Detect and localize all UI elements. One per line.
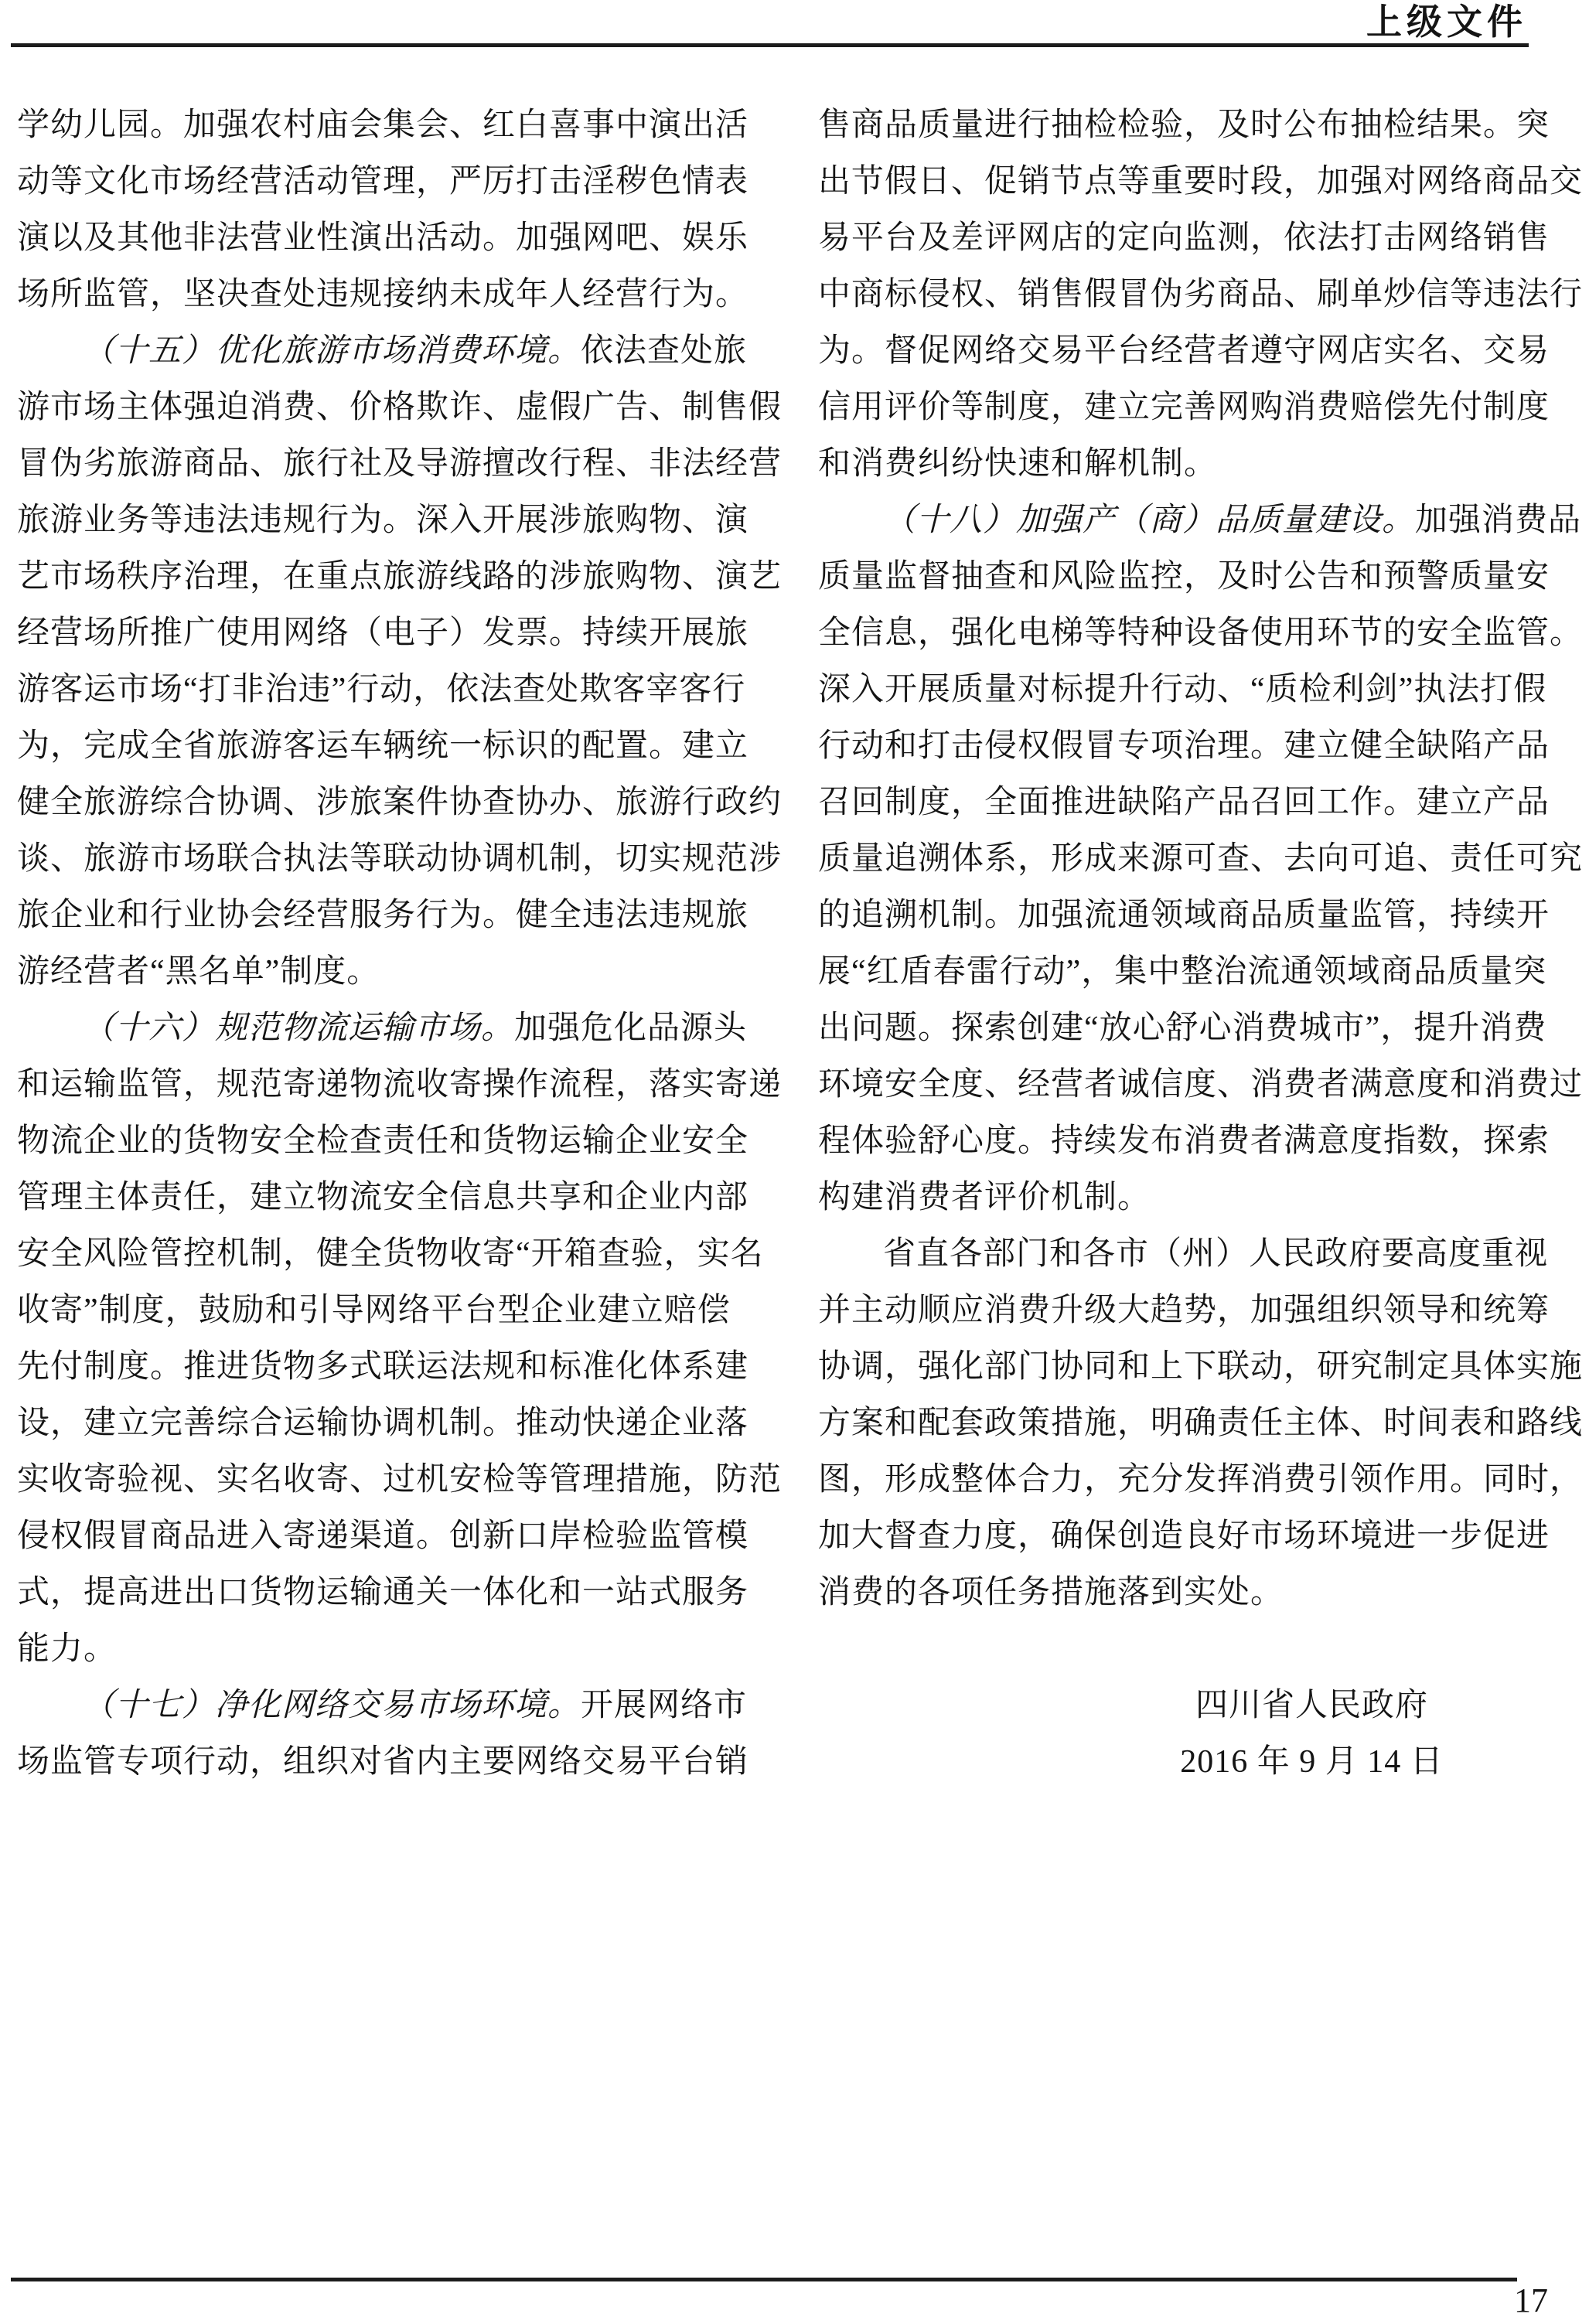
text-line bbox=[17, 1113, 779, 1170]
body-text: 能力。 bbox=[17, 1631, 118, 1667]
signature-date bbox=[818, 1734, 1574, 1791]
text-line bbox=[818, 267, 1584, 323]
text-line bbox=[17, 380, 783, 436]
body-text: 安全风险管控机制，健全货物收寄“开箱查验，实名 bbox=[17, 1236, 764, 1272]
text-line bbox=[17, 1565, 779, 1621]
body-text: 易平台及差评网店的定向监测，依法打击网络销售 bbox=[818, 220, 1550, 256]
text-line bbox=[17, 718, 779, 775]
body-text: 艺市场秩序治理，在重点旅游线路的涉旅购物、演艺 bbox=[17, 559, 783, 595]
section-heading: （十五）优化旅游市场消费环境。 bbox=[82, 333, 581, 369]
body-text: 依法查处旅 bbox=[581, 333, 748, 369]
header-rule bbox=[11, 43, 1529, 47]
section-heading: （十七）净化网络交易市场环境。 bbox=[82, 1688, 581, 1723]
text-line bbox=[818, 1113, 1574, 1170]
text-line bbox=[17, 1678, 779, 1734]
text-line bbox=[818, 436, 1574, 492]
page-number: 17 bbox=[1514, 2281, 1548, 2319]
body-text: 深入开展质量对标提升行动、“质检利剑”执法打假 bbox=[818, 672, 1547, 707]
text-line bbox=[818, 210, 1574, 267]
body-text: 售商品质量进行抽检检验，及时公布抽检结果。突 bbox=[818, 107, 1550, 143]
text-line bbox=[17, 1734, 779, 1791]
body-text: 消费的各项任务措施落到实处。 bbox=[818, 1575, 1284, 1610]
right-column bbox=[818, 97, 1584, 1791]
body-text: 2016 年 9 月 14 日 bbox=[1180, 1744, 1444, 1780]
body-text: 和运输监管，规范寄递物流收寄操作流程，落实寄递 bbox=[17, 1067, 783, 1102]
body-text: 经营场所推广使用网络（电子）发票。持续开展旅 bbox=[17, 615, 749, 651]
text-line bbox=[818, 1170, 1574, 1226]
body-text: 场监管专项行动，组织对省内主要网络交易平台销 bbox=[17, 1744, 749, 1780]
text-line bbox=[818, 1508, 1574, 1565]
body-text: 为，完成全省旅游客运车辆统一标识的配置。建立 bbox=[17, 728, 749, 764]
body-text: 方案和配套政策措施，明确责任主体、时间表和路线 bbox=[818, 1406, 1584, 1441]
text-line bbox=[818, 1000, 1574, 1057]
body-text: 召回制度，全面推进缺陷产品召回工作。建立产品 bbox=[818, 785, 1550, 820]
text-line bbox=[17, 605, 779, 662]
text-line bbox=[17, 210, 779, 267]
body-text: 和消费纠纷快速和解机制。 bbox=[818, 446, 1218, 482]
text-line bbox=[17, 944, 779, 1000]
body-text: 程体验舒心度。持续发布消费者满意度指数，探索 bbox=[818, 1123, 1550, 1159]
text-line bbox=[818, 97, 1574, 154]
text-line bbox=[818, 323, 1574, 380]
body-text: 式，提高进出口货物运输通关一体化和一站式服务 bbox=[17, 1575, 749, 1610]
body-text: 谈、旅游市场联合执法等联动协调机制，切实规范涉 bbox=[17, 841, 783, 877]
body-text: 收寄”制度，鼓励和引导网络平台型企业建立赔偿 bbox=[17, 1293, 731, 1328]
body-text: 加大督查力度，确保创造良好市场环境进一步促进 bbox=[818, 1518, 1550, 1554]
body-text: 展“红盾春雷行动”，集中整治流通领域商品质量突 bbox=[818, 954, 1547, 990]
body-text: 的追溯机制。加强流通领域商品质量监管，持续开 bbox=[818, 898, 1550, 933]
text-line bbox=[17, 1283, 779, 1339]
left-column bbox=[17, 97, 783, 1791]
body-text: 行动和打击侵权假冒专项治理。建立健全缺陷产品 bbox=[818, 728, 1550, 764]
text-line bbox=[17, 775, 783, 831]
body-text: 先付制度。推进货物多式联运法规和标准化体系建 bbox=[17, 1349, 749, 1385]
text-line bbox=[818, 1226, 1574, 1283]
body-text: 加强危化品源头 bbox=[514, 1010, 748, 1046]
text-line bbox=[818, 492, 1582, 549]
text-line bbox=[818, 831, 1584, 888]
body-text: 协调，强化部门协同和上下联动，研究制定具体实施 bbox=[818, 1349, 1584, 1385]
text-line bbox=[17, 1508, 779, 1565]
body-text: 质量追溯体系，形成来源可查、去向可追、责任可究 bbox=[818, 841, 1584, 877]
body-text: 省直各部门和各市（州）人民政府要高度重视 bbox=[883, 1236, 1549, 1272]
signature-org bbox=[818, 1678, 1574, 1734]
text-line bbox=[818, 944, 1574, 1000]
blank-line bbox=[818, 1621, 1574, 1678]
text-line bbox=[17, 97, 779, 154]
text-line bbox=[17, 1000, 779, 1057]
body-text: 出节假日、促销节点等重要时段，加强对网络商品交 bbox=[818, 164, 1584, 199]
text-line bbox=[818, 1339, 1584, 1395]
text-line bbox=[818, 1565, 1574, 1621]
body-text: 四川省人民政府 bbox=[1195, 1688, 1428, 1723]
header-section-title: 上级文件 bbox=[1366, 2, 1527, 42]
body-text: 学幼儿园。加强农村庙会集会、红白喜事中演出活 bbox=[17, 107, 749, 143]
text-line bbox=[17, 662, 779, 718]
text-line bbox=[17, 267, 779, 323]
text-line bbox=[818, 888, 1574, 944]
text-line bbox=[17, 323, 779, 380]
body-text: 设，建立完善综合运输协调机制。推动快递企业落 bbox=[17, 1406, 749, 1441]
body-text: 游市场主体强迫消费、价格欺诈、虚假广告、制售假 bbox=[17, 390, 783, 425]
text-line bbox=[818, 718, 1574, 775]
text-line bbox=[818, 549, 1574, 605]
text-line bbox=[17, 1057, 783, 1113]
body-text: 实收寄验视、实名收寄、过机安检等管理措施，防范 bbox=[17, 1462, 783, 1498]
body-text: 管理主体责任，建立物流安全信息共享和企业内部 bbox=[17, 1180, 749, 1215]
text-line bbox=[17, 1395, 779, 1452]
text-line bbox=[818, 1452, 1584, 1508]
section-heading: （十八）加强产（商）品质量建设。 bbox=[883, 503, 1416, 538]
body-text: 构建消费者评价机制。 bbox=[818, 1180, 1151, 1215]
body-text: 中商标侵权、销售假冒伪劣商品、刷单炒信等违法行 bbox=[818, 277, 1584, 312]
body-text: 场所监管，坚决查处违规接纳未成年人经营行为。 bbox=[17, 277, 749, 312]
body-text: 信用评价等制度，建立完善网购消费赔偿先付制度 bbox=[818, 390, 1550, 425]
text-line bbox=[17, 831, 783, 888]
body-text: 冒伪劣旅游商品、旅行社及导游擅改行程、非法经营 bbox=[17, 446, 783, 482]
text-line bbox=[818, 775, 1574, 831]
text-line bbox=[818, 1395, 1584, 1452]
body-text: 演以及其他非法营业性演出活动。加强网吧、娱乐 bbox=[17, 220, 749, 256]
body-text: 旅游业务等违法违规行为。深入开展涉旅购物、演 bbox=[17, 503, 749, 538]
body-text: 全信息，强化电梯等特种设备使用环节的安全监管。 bbox=[818, 615, 1584, 651]
text-line bbox=[17, 1226, 779, 1283]
text-line bbox=[17, 436, 783, 492]
text-line bbox=[17, 549, 783, 605]
body-text: 并主动顺应消费升级大趋势，加强组织领导和统筹 bbox=[818, 1293, 1550, 1328]
body-text: 为。督促网络交易平台经营者遵守网店实名、交易 bbox=[818, 333, 1550, 369]
body-text: 旅企业和行业协会经营服务行为。健全违法违规旅 bbox=[17, 898, 749, 933]
section-heading: （十六）规范物流运输市场。 bbox=[82, 1010, 515, 1046]
text-line bbox=[818, 1283, 1574, 1339]
body-text: 侵权假冒商品进入寄递渠道。创新口岸检验监管模 bbox=[17, 1518, 749, 1554]
text-line bbox=[818, 154, 1584, 210]
body-text: 游经营者“黑名单”制度。 bbox=[17, 954, 380, 990]
body-text: 物流企业的货物安全检查责任和货物运输企业安全 bbox=[17, 1123, 749, 1159]
body-text: 加强消费品 bbox=[1415, 503, 1582, 538]
body-text: 健全旅游综合协调、涉旅案件协查协办、旅游行政约 bbox=[17, 785, 783, 820]
text-line bbox=[17, 154, 779, 210]
text-line bbox=[818, 380, 1574, 436]
text-line bbox=[818, 662, 1574, 718]
text-line bbox=[818, 1057, 1584, 1113]
body-text: 动等文化市场经营活动管理，严厉打击淫秽色情表 bbox=[17, 164, 749, 199]
text-line bbox=[17, 1621, 779, 1678]
body-text: 图，形成整体合力，充分发挥消费引领作用。同时， bbox=[818, 1462, 1584, 1498]
body-text: 环境安全度、经营者诚信度、消费者满意度和消费过 bbox=[818, 1067, 1584, 1102]
body-text: 出问题。探索创建“放心舒心消费城市”，提升消费 bbox=[818, 1010, 1547, 1046]
text-line bbox=[17, 492, 779, 549]
body-text: 质量监督抽查和风险监控，及时公告和预警质量安 bbox=[818, 559, 1550, 595]
body-text: 游客运市场“打非治违”行动，依法查处欺客宰客行 bbox=[17, 672, 746, 707]
text-line bbox=[17, 1452, 783, 1508]
footer-rule bbox=[11, 2278, 1517, 2281]
text-line bbox=[17, 1170, 779, 1226]
text-line bbox=[17, 888, 779, 944]
body-text: 开展网络市 bbox=[581, 1688, 748, 1723]
text-line bbox=[818, 605, 1584, 662]
text-line bbox=[17, 1339, 779, 1395]
